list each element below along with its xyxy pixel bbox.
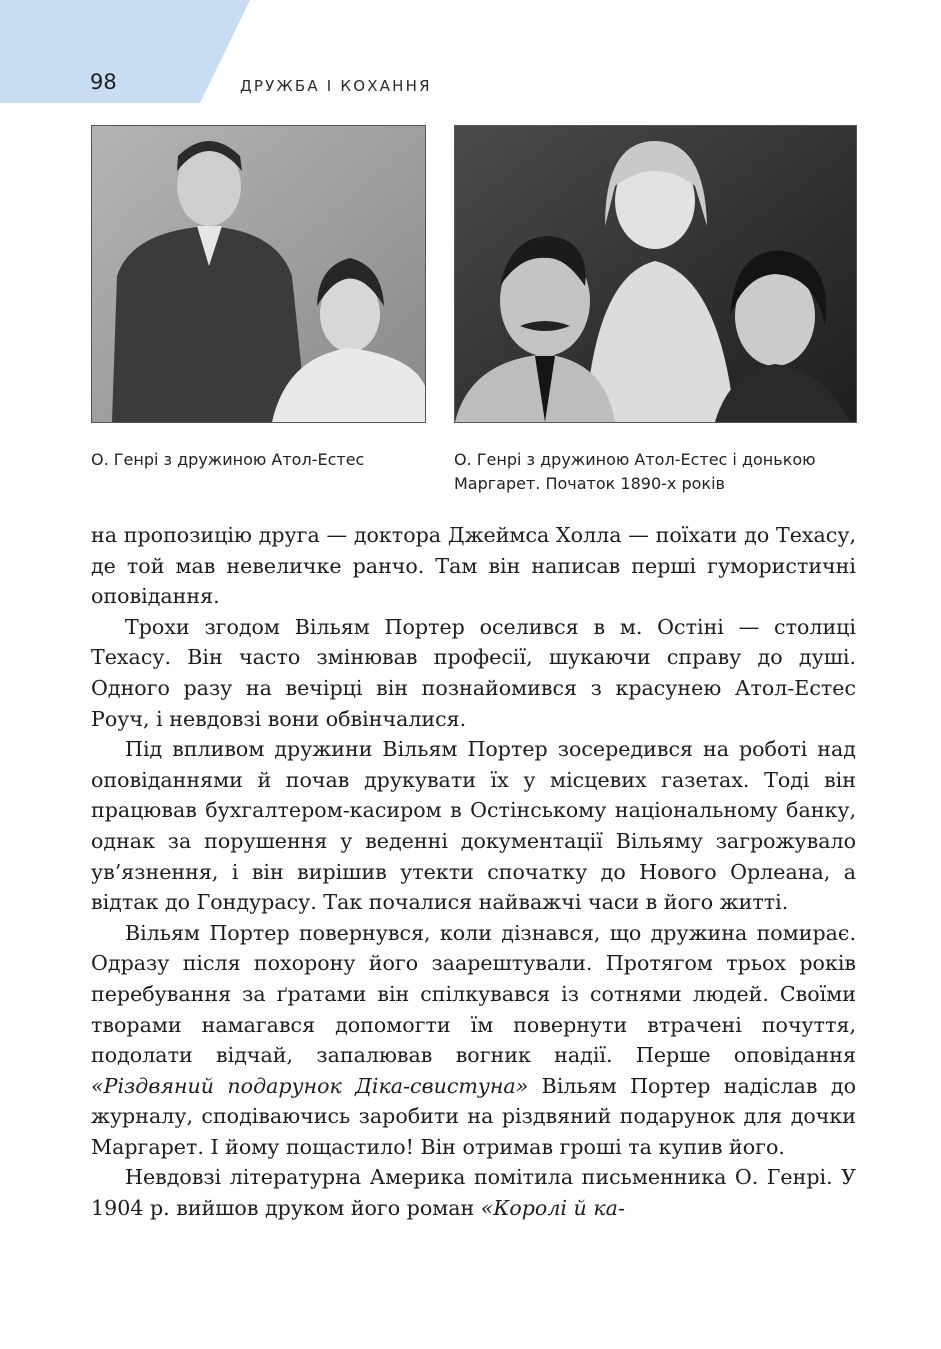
body-text [91,520,856,1224]
paragraph-text: Невдовзі літературна Америка помітила письменника О. Генрі. У 1904 р. вийшов друком його роман [91,1165,856,1221]
story-title: «Різдвяний подарунок Діка-свистуна» [91,1073,529,1098]
paragraph: на пропозицію друга — доктора Джеймса Холла — поїхати до Техасу, де той мав невеличке ранчо. Там він написав перші гумористичні оповідання. [91,523,856,609]
corner-decoration [0,0,250,103]
running-title: ДРУЖБА І КОХАННЯ [240,77,432,95]
paragraph [91,918,856,1163]
photo-couple [91,125,426,423]
photo-caption: О. Генрі з дружиною Атол-Естес [91,450,365,469]
paragraph: Трохи згодом Вільям Портер оселився в м. Остіні — столиці Техасу. Він часто змінював професії, шукаючи справу до душі. Одного разу на вечірці він познайомився з красунею Атол-Естес Роуч, і невдовзі вони обвінчалися. [91,614,856,731]
photo-caption: О. Генрі з дружиною Атол-Естес і донькою Маргарет. Початок 1890-х років [454,450,816,493]
paragraph [91,1162,856,1223]
photo-family [454,125,857,423]
paragraph-text: Вільям Портер повернувся, коли дізнався, що дружина помирає. Одразу після похорону його заарештували. Протягом трьох років перебування за ґратами він спілкувався із сотнями людей. Своїми творами намагався допомогти їм повернути втрачені почуття, подолати відчай, запалював вогник надії. Перше оповідання [91,920,856,1068]
page-number: 98 [90,70,117,94]
paragraph: Під впливом дружини Вільям Портер зосередився на роботі над оповіданнями й почав друкувати їх у місцевих газетах. Тоді він працював бухгалтером-касиром в Остінському національному банку, однак за порушення у веденні документації Вільяму загрожувало ув’язнення, і він вирішив утекти спочатку до Нового Орлеана, а відтак до Гондурасу. Так почалися найважчі часи в його житті. [91,737,856,915]
paragraph-text: Вільям Портер надіслав до журналу, сподіваючись заробити на різдвяний подарунок для дочки Маргарет. І йому пощастило! Він отримав гроші та купив його. [91,1073,856,1159]
novel-title: «Королі й ка- [480,1196,625,1221]
